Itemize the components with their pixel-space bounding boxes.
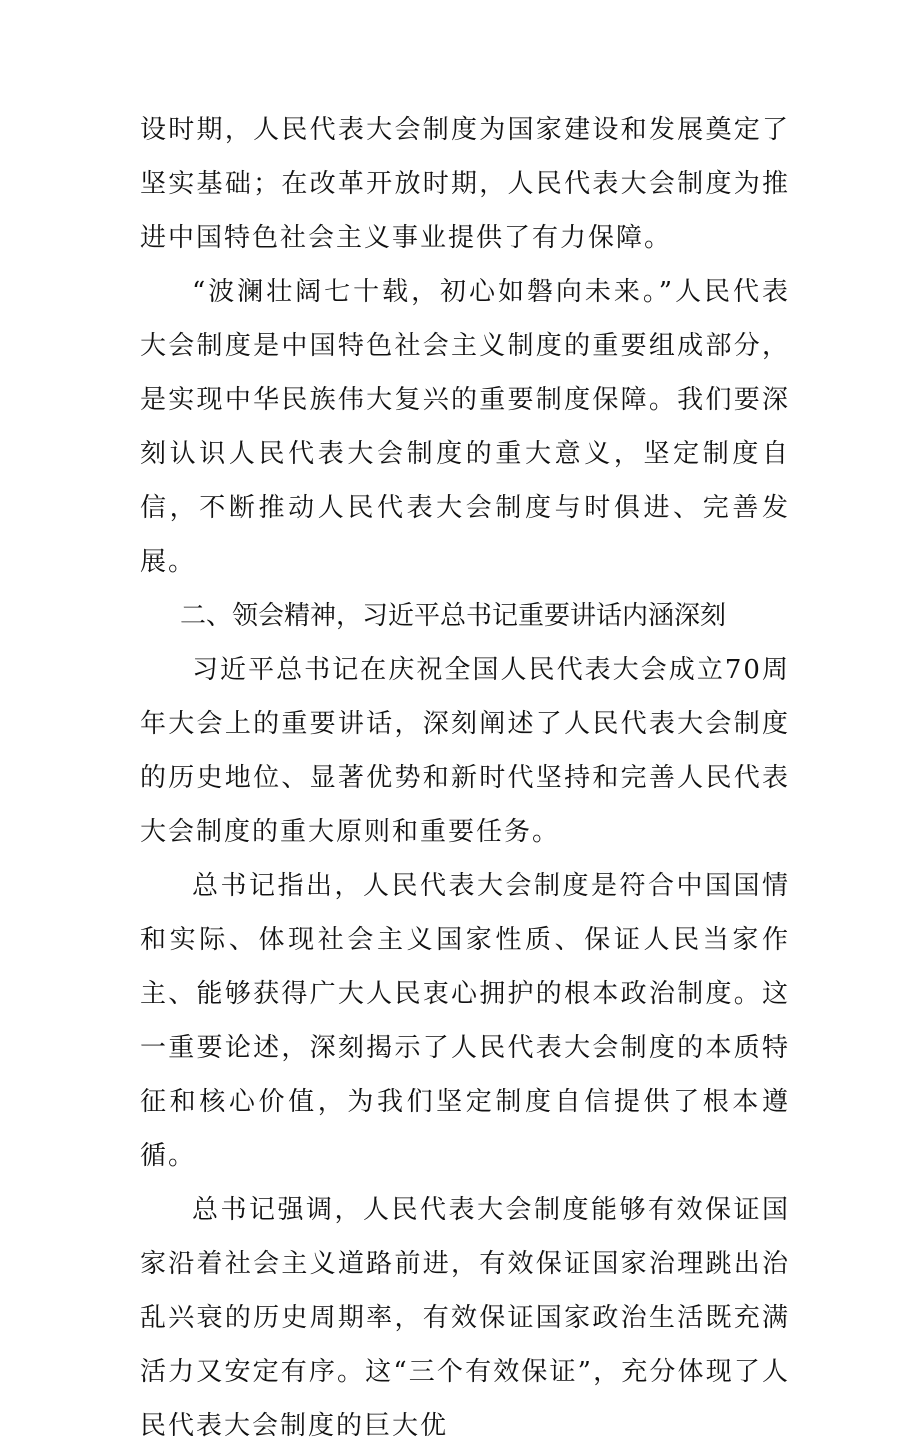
section-heading: 二、领会精神，习近平总书记重要讲话内涵深刻 bbox=[180, 601, 727, 631]
paragraph-significance: “波澜壮阔七十载，初心如磐向未来。”人民代表大会制度是中国特色社会主义制度的重要组成部分，是实现中华民族伟大复兴的重要制度保障。我们要深刻认识人民代表大会制度的重大意义，坚定制度自信，不断推动人民代表大会制度与时俱进、完善发展。 bbox=[140, 277, 790, 577]
paragraph-fundamental-system: 总书记指出，人民代表大会制度是符合中国国情和实际、体现社会主义国家性质、保证人民当家作主、能够获得广大人民衷心拥护的根本政治制度。这一重要论述，深刻揭示了人民代表大会制度的本质特征和核心价值，为我们坚定制度自信提供了根本遵循。 bbox=[140, 871, 790, 1171]
paragraph-three-guarantees: 总书记强调，人民代表大会制度能够有效保证国家沿着社会主义道路前进，有效保证国家治理跳出治乱兴衰的历史周期率，有效保证国家政治生活既充满活力又安定有序。这“三个有效保证”，充分体现了人民代表大会制度的巨大优 bbox=[140, 1195, 790, 1441]
document-body bbox=[140, 103, 790, 1453]
paragraph-speech-summary: 习近平总书记在庆祝全国人民代表大会成立70周年大会上的重要讲话，深刻阐述了人民代表大会制度的历史地位、显著优势和新时代坚持和完善人民代表大会制度的重大原则和重要任务。 bbox=[140, 655, 790, 847]
paragraph-continuation: 设时期，人民代表大会制度为国家建设和发展奠定了坚实基础；在改革开放时期，人民代表大会制度为推进中国特色社会主义事业提供了有力保障。 bbox=[140, 115, 790, 253]
